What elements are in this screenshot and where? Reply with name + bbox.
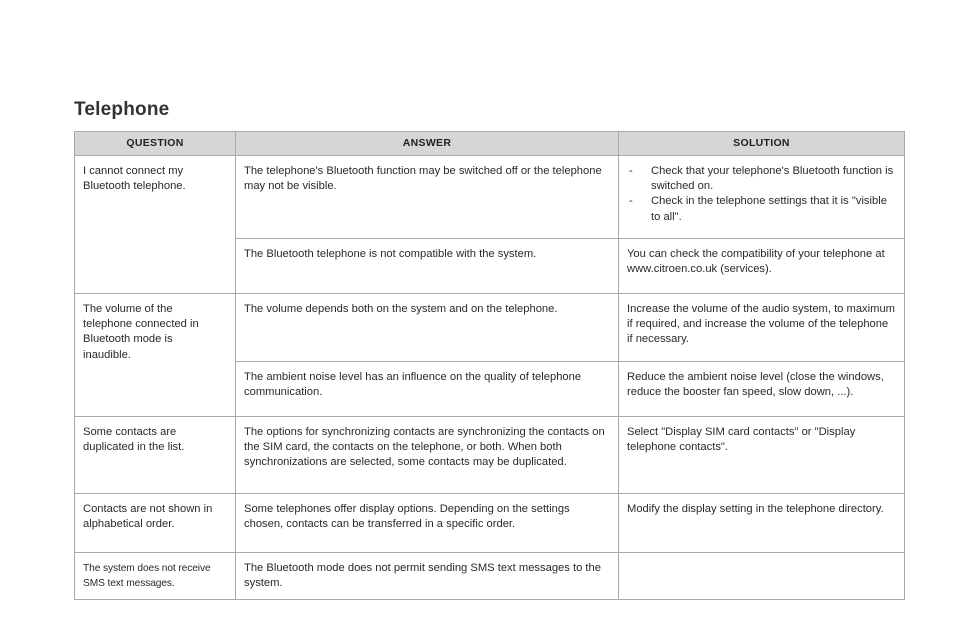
answer-text: The ambient noise level has an influence on the quality of telephone communication. [244,371,582,399]
table-row [75,494,905,553]
solution-cell [619,553,905,600]
answer-text: The Bluetooth mode does not permit sending SMS text messages to the system. [244,562,601,590]
solution-text: Modify the display setting in the telephone directory. [627,503,884,515]
question-cell [75,553,236,600]
page-title: Telephone [74,99,170,120]
table-row [75,156,905,239]
column-header-question: QUESTION [75,132,236,156]
answer-cell [236,494,619,553]
solution-cell [619,239,905,294]
question-cell [75,417,236,494]
answer-text: The options for synchronizing contacts are synchronizing the contacts on the SIM card, the contacts on the telephone, or both. When both synchronizations are selected, some contacts may be duplicated. [244,426,605,469]
solution-step: - Check in the telephone settings that it is "visible to all". [627,194,896,224]
answer-cell [236,553,619,600]
solution-steps [627,164,896,225]
table-row [75,294,905,362]
solution-text: Reduce the ambient noise level (close the windows, reduce the booster fan speed, slow down, ...). [627,371,884,399]
answer-text: The volume depends both on the system and on the telephone. [244,303,558,315]
solution-text: Increase the volume of the audio system, to maximum if required, and increase the volume of the telephone if necessary. [627,303,895,346]
solution-cell [619,494,905,553]
question-text: Contacts are not shown in alphabetical order. [83,503,213,531]
column-header-solution: SOLUTION [619,132,905,156]
answer-text: Some telephones offer display options. Depending on the settings chosen, contacts can be transferred in a specific order. [244,503,570,531]
question-text: The volume of the telephone connected in Bluetooth mode is inaudible. [83,303,199,361]
table-row [75,417,905,494]
table-header-row [75,132,905,156]
table-row [75,553,905,600]
answer-cell [236,362,619,417]
solution-cell [619,417,905,494]
question-text: I cannot connect my Bluetooth telephone. [83,165,186,193]
solution-text: You can check the compatibility of your telephone at www.citroen.co.uk (services). [627,248,885,276]
solution-cell [619,156,905,239]
question-cell [75,494,236,553]
answer-cell [236,294,619,362]
solution-cell [619,294,905,362]
question-text: The system does not receive SMS text messages. [83,563,211,590]
column-header-answer: ANSWER [236,132,619,156]
question-cell [75,294,236,417]
answer-cell [236,156,619,239]
answer-cell [236,417,619,494]
solution-step: - Check that your telephone's Bluetooth function is switched on. [627,164,896,194]
answer-text: The telephone's Bluetooth function may be switched off or the telephone may not be visible. [244,165,602,193]
question-cell [75,156,236,294]
answer-cell [236,239,619,294]
faq-table [74,131,905,600]
solution-text: Select "Display SIM card contacts" or "Display telephone contacts". [627,426,856,454]
solution-cell [619,362,905,417]
question-text: Some contacts are duplicated in the list. [83,426,185,454]
answer-text: The Bluetooth telephone is not compatible with the system. [244,248,537,260]
